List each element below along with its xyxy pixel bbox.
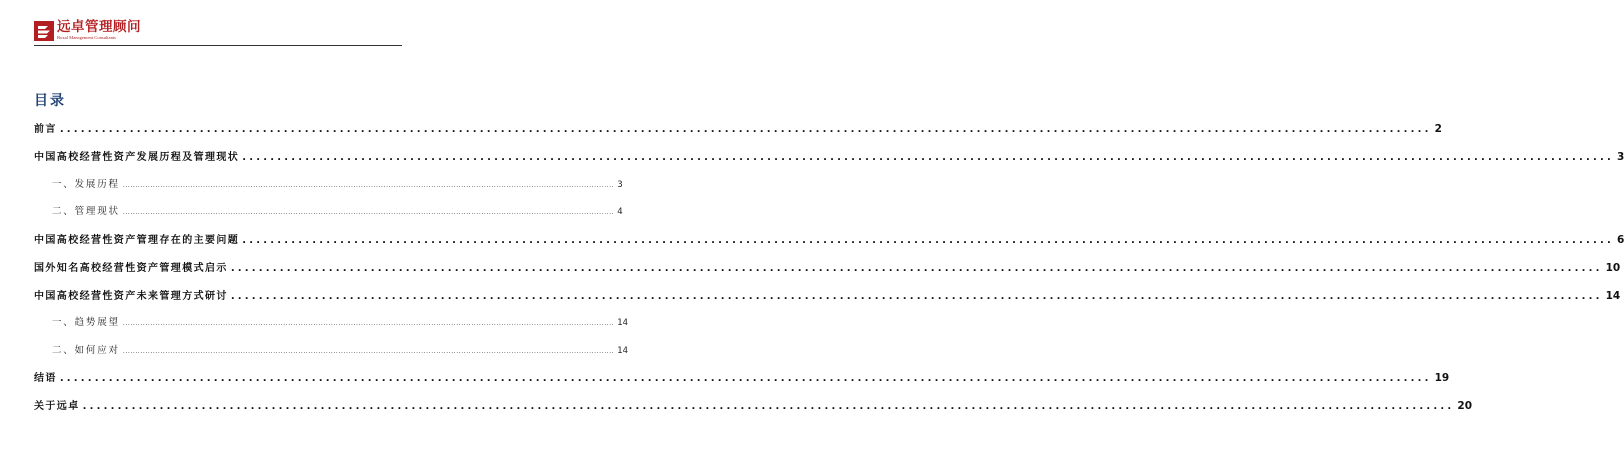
toc-title: 目录 — [34, 93, 66, 109]
toc-page-number: 4 — [617, 207, 623, 217]
toc-entry-label: 一、发展历程 — [52, 179, 120, 190]
toc-entry-label: 国外知名高校经营性资产管理模式启示 — [34, 263, 228, 274]
page-header — [34, 20, 402, 48]
toc-entry-label: 二、如何应对 — [52, 345, 120, 356]
toc-entry-future-management[interactable] — [34, 287, 1621, 305]
toc-leader-dots: .................................................................................................................................................................................................... — [122, 209, 615, 216]
toc-entry-management-status[interactable] — [52, 203, 623, 221]
toc-page-number: 3 — [1616, 151, 1624, 163]
toc-page-number: 10 — [1605, 262, 1621, 274]
toc-entry-development-history[interactable] — [52, 176, 623, 194]
toc-leader-dots: .................................................................................................................................................................................................... — [242, 152, 1614, 163]
toc-entry-label: 一、趋势展望 — [52, 317, 120, 328]
company-logo-icon — [34, 21, 54, 41]
header-divider — [34, 45, 402, 46]
toc-leader-dots: .................................................................................................................................................................................................... — [122, 320, 615, 327]
toc-entry-label: 中国高校经营性资产未来管理方式研讨 — [34, 291, 228, 302]
toc-entry-label: 关于远卓 — [34, 401, 80, 412]
toc-entry-trend-outlook[interactable] — [52, 314, 629, 332]
toc-leader-dots: .................................................................................................................................................................................................... — [230, 263, 1603, 274]
toc-entry-history-and-status[interactable] — [34, 148, 1624, 166]
toc-entry-label: 二、管理现状 — [52, 206, 120, 217]
toc-page-number: 14 — [1605, 290, 1621, 302]
toc-leader-dots: .................................................................................................................................................................................................... — [59, 124, 1432, 135]
toc-page-number: 14 — [617, 318, 629, 328]
toc-entry-about-us[interactable] — [34, 397, 1473, 415]
toc-entry-how-to-respond[interactable] — [52, 342, 629, 360]
toc-entry-label: 结语 — [34, 373, 57, 384]
toc-page-number: 20 — [1457, 400, 1473, 412]
toc-leader-dots: .................................................................................................................................................................................................... — [82, 401, 1455, 412]
toc-page-number: 14 — [617, 346, 629, 356]
company-name-cn: 远卓管理顾问 — [57, 19, 141, 35]
toc-entry-label: 前言 — [34, 124, 57, 135]
toc-leader-dots: .................................................................................................................................................................................................... — [122, 182, 615, 189]
toc-page-number: 2 — [1434, 123, 1442, 135]
toc-leader-dots: .................................................................................................................................................................................................... — [59, 373, 1432, 384]
toc-entry-foreign-models[interactable] — [34, 259, 1621, 277]
company-name-en: Boxal Management Consultants — [57, 35, 116, 40]
toc-entry-conclusion[interactable] — [34, 369, 1450, 387]
toc-leader-dots: .................................................................................................................................................................................................... — [242, 235, 1614, 246]
toc-page-number: 3 — [617, 180, 623, 190]
toc-entry-label: 中国高校经营性资产发展历程及管理现状 — [34, 152, 240, 163]
toc-entry-main-problems[interactable] — [34, 231, 1624, 249]
toc-leader-dots: .................................................................................................................................................................................................... — [230, 291, 1603, 302]
toc-entry-preface[interactable] — [34, 120, 1442, 138]
toc-entry-label: 中国高校经营性资产管理存在的主要问题 — [34, 235, 240, 246]
toc-page-number: 19 — [1434, 372, 1450, 384]
toc-leader-dots: .................................................................................................................................................................................................... — [122, 348, 615, 355]
toc-page-number: 6 — [1616, 234, 1624, 246]
